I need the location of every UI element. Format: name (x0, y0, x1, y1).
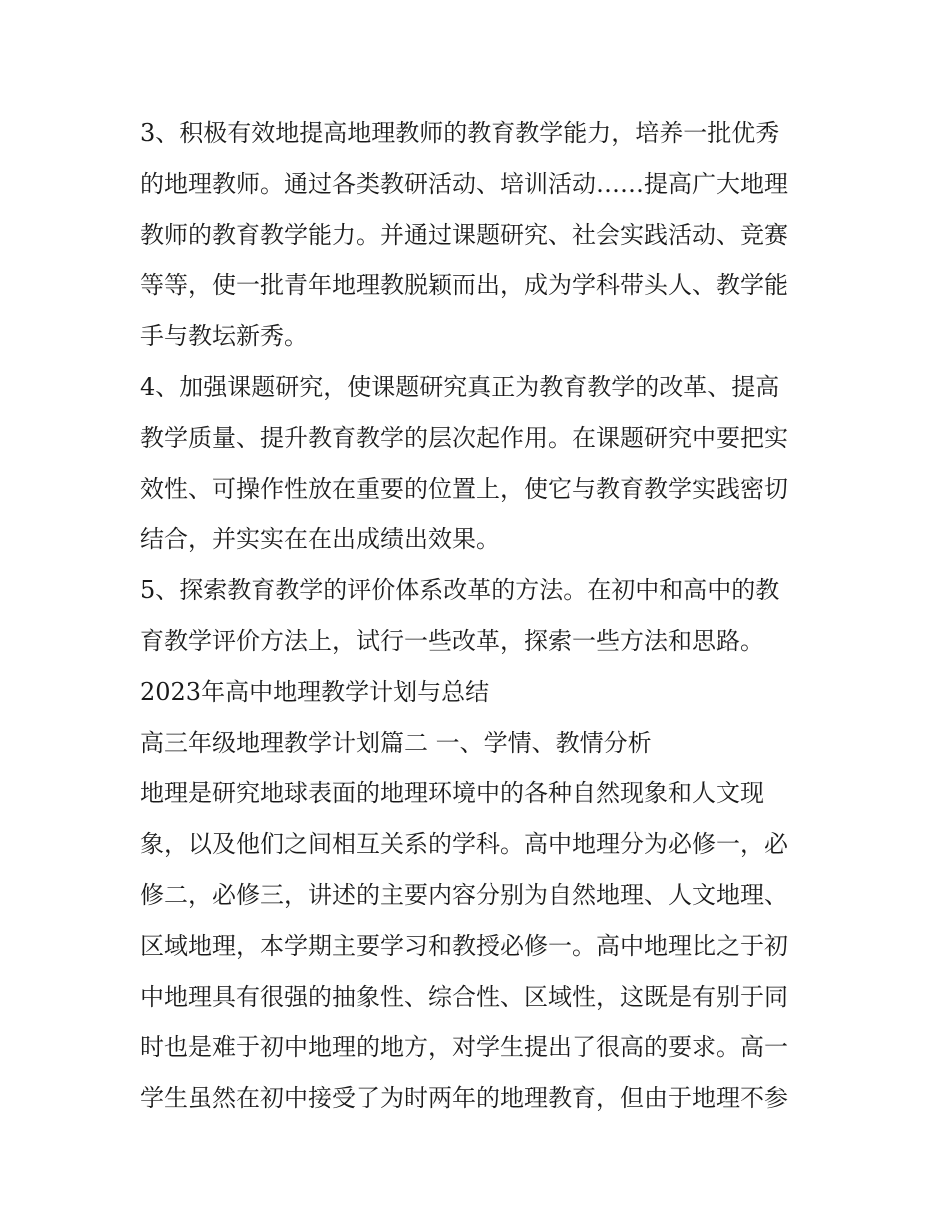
text-line: 象，以及他们之间相互关系的学科。高中地理分为必修一，必 (140, 830, 788, 859)
text-line: 结合，并实实在在出成绩出效果。 (140, 525, 500, 554)
text-line: 区域地理，本学期主要学习和教授必修一。高中地理比之于初 (140, 931, 788, 960)
text-line: 修二，必修三，讲述的主要内容分别为自然地理、人文地理、 (140, 880, 788, 909)
text-line: 中地理具有很强的抽象性、综合性、区域性，这既是有别于同 (140, 982, 788, 1011)
text-line: 5、探索教育教学的评价体系改革的方法。在初中和高中的教 (140, 576, 780, 605)
text-line: 教学质量、提升教育教学的层次起作用。在课题研究中要把实 (140, 423, 788, 452)
document-body (140, 108, 820, 1124)
text-line: 效性、可操作性放在重要的位置上，使它与教育教学实践密切 (140, 474, 788, 503)
text-line: 手与教坛新秀。 (140, 322, 308, 351)
text-line: 的地理教师。通过各类教研活动、培训活动……提高广大地理 (140, 169, 788, 198)
text-line: 4、加强课题研究，使课题研究真正为教育教学的改革、提高 (140, 372, 780, 401)
text-line: 教师的教育教学能力。并通过课题研究、社会实践活动、竞赛 (140, 220, 788, 249)
text-line: 学生虽然在初中接受了为时两年的地理教育，但由于地理不参 (140, 1084, 788, 1113)
section-heading: 2023年高中地理教学计划与总结 (140, 677, 490, 706)
text-line: 时也是难于初中地理的地方，对学生提出了很高的要求。高一 (140, 1033, 788, 1062)
text-line: 3、积极有效地提高地理教师的教育教学能力，培养一批优秀 (140, 119, 780, 147)
text-line: 地理是研究地球表面的地理环境中的各种自然现象和人文现 (140, 779, 764, 808)
text-line: 等等，使一批青年地理教脱颖而出，成为学科带头人、教学能 (140, 271, 788, 300)
text-line: 育教学评价方法上，试行一些改革，探索一些方法和思路。 (140, 626, 764, 655)
section-heading: 高三年级地理教学计划篇二 一、学情、教情分析 (140, 728, 652, 757)
